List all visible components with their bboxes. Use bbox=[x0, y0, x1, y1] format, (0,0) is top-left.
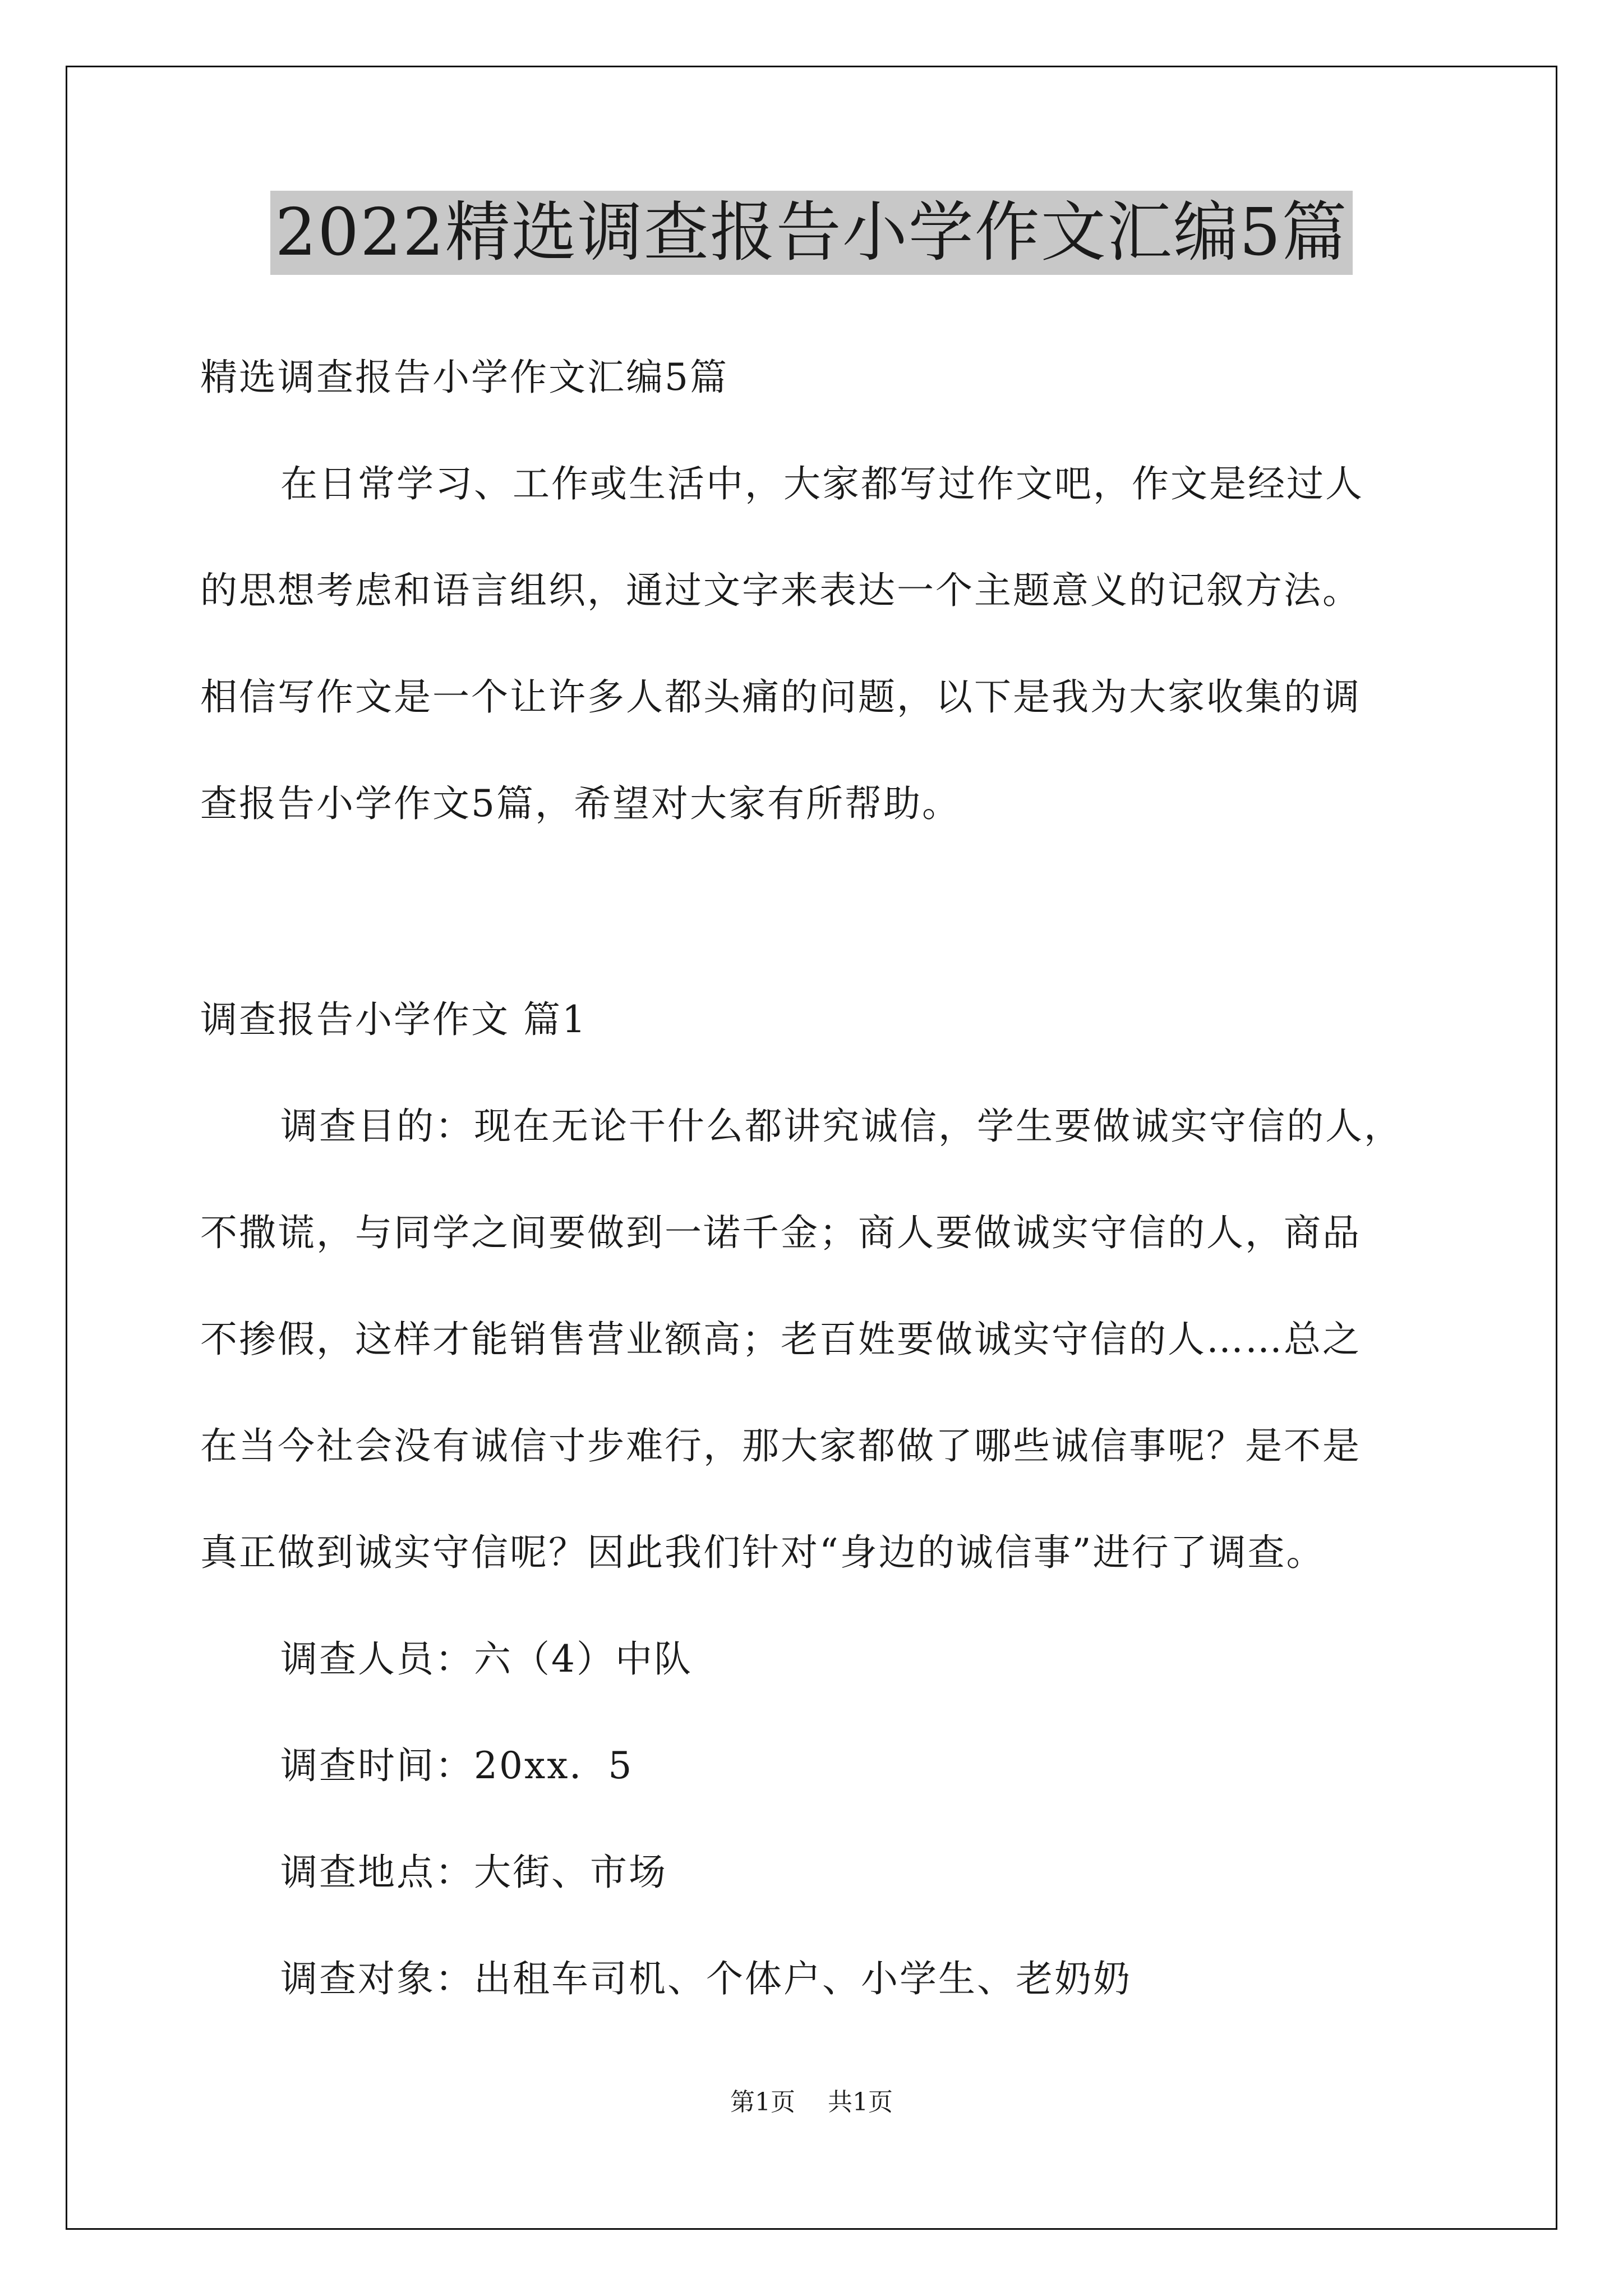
page-total: 共1页 bbox=[828, 2088, 893, 2116]
purpose-line: 在当今社会没有诚信寸步难行，那大家都做了哪些诚信事呢？是不是 bbox=[200, 1424, 1361, 1467]
intro-line: 的思想考虑和语言组织，通过文字来表达一个主题意义的记叙方法。 bbox=[200, 569, 1361, 612]
purpose-line: 不撒谎，与同学之间要做到一诺千金；商人要做诚实守信的人，商品 bbox=[200, 1211, 1361, 1254]
document-title: 2022精选调查报告小学作文汇编5篇 bbox=[270, 191, 1352, 275]
detail-location: 调查地点：大街、市场 bbox=[280, 1851, 667, 1894]
purpose-line: 调查目的：现在无论干什么都讲究诚信，学生要做诚实守信的人， bbox=[280, 1105, 1403, 1148]
detail-time: 调查时间：20xx．5 bbox=[280, 1744, 634, 1787]
intro-line: 查报告小学作文5篇，希望对大家有所帮助。 bbox=[200, 782, 961, 825]
detail-personnel: 调查人员：六（4）中队 bbox=[280, 1637, 693, 1681]
section-heading: 调查报告小学作文 篇1 bbox=[200, 998, 587, 1041]
page-number: 第1页 bbox=[730, 2088, 795, 2116]
title-wrap bbox=[0, 191, 1623, 275]
purpose-line: 真正做到诚实守信呢？因此我们针对“身边的诚信事”进行了调查。 bbox=[200, 1531, 1325, 1574]
intro-line: 相信写作文是一个让许多人都头痛的问题，以下是我为大家收集的调 bbox=[200, 675, 1361, 719]
page-footer bbox=[0, 2086, 1623, 2119]
intro-line: 在日常学习、工作或生活中，大家都写过作文吧，作文是经过人 bbox=[280, 462, 1364, 505]
document-subtitle: 精选调查报告小学作文汇编5篇 bbox=[200, 356, 728, 399]
purpose-line: 不掺假，这样才能销售营业额高；老百姓要做诚实守信的人……总之 bbox=[200, 1318, 1361, 1361]
detail-subjects: 调查对象：出租车司机、个体户、小学生、老奶奶 bbox=[280, 1957, 1132, 2000]
